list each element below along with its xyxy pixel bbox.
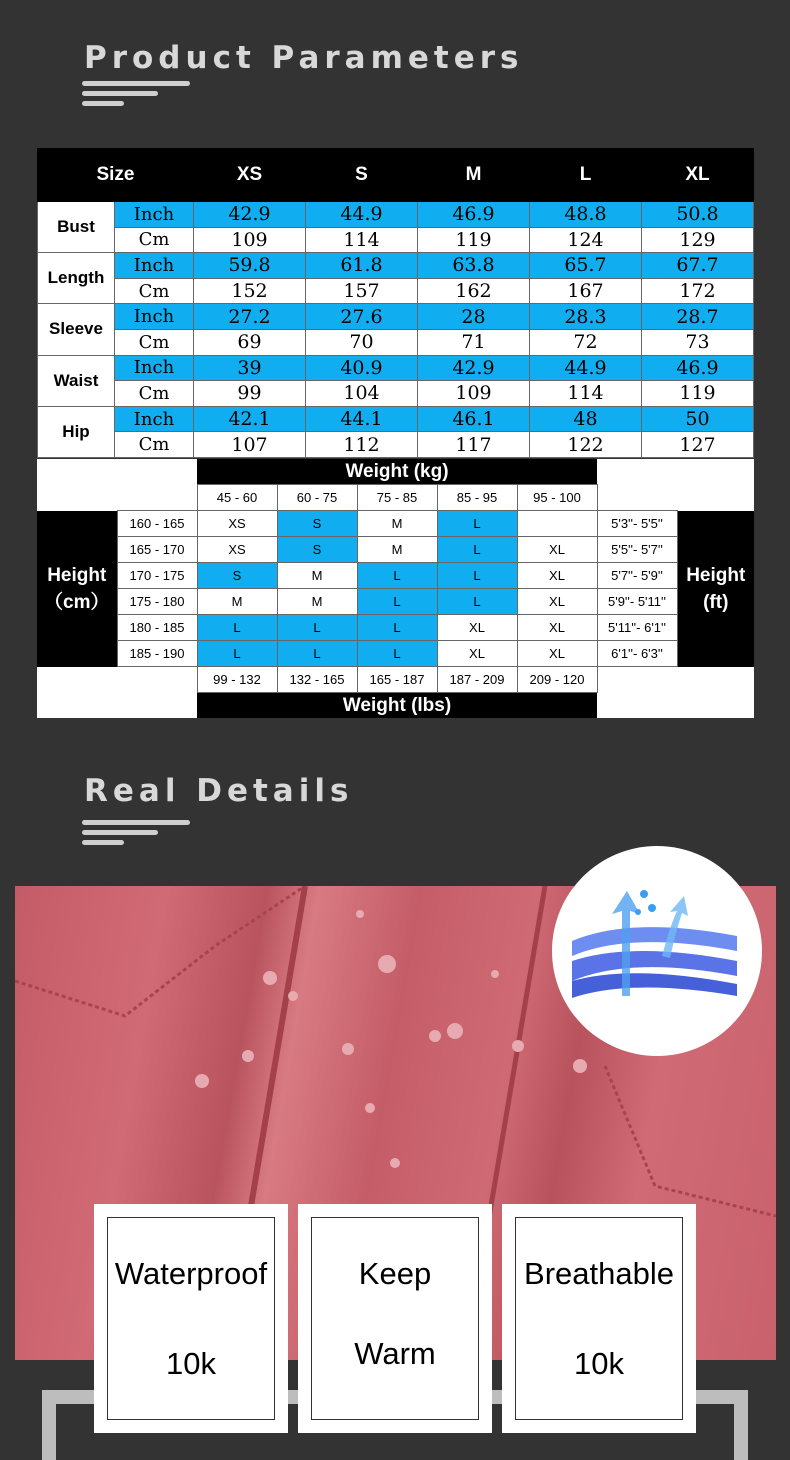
size-recommendation: XS bbox=[197, 511, 277, 537]
size-recommendation: L bbox=[357, 615, 437, 641]
frame-rail bbox=[42, 1390, 56, 1460]
height-ft-range: 5'7''- 5'9'' bbox=[597, 563, 677, 589]
waterproof-badge bbox=[552, 846, 762, 1056]
cm-value: 172 bbox=[642, 278, 754, 304]
inch-value: 46.9 bbox=[642, 355, 754, 381]
size-recommendation: XL bbox=[437, 641, 517, 667]
frame-rail bbox=[734, 1390, 748, 1460]
cm-value: 99 bbox=[194, 381, 306, 407]
kg-title-row bbox=[37, 459, 754, 485]
height-row bbox=[37, 563, 754, 589]
inch-value: 67.7 bbox=[642, 253, 754, 279]
size-header-cell: L bbox=[530, 149, 642, 202]
size-header-cell: XS bbox=[194, 149, 306, 202]
height-cm-range: 170 - 175 bbox=[117, 563, 197, 589]
size-recommendation: L bbox=[437, 563, 517, 589]
size-recommendation: M bbox=[277, 563, 357, 589]
feature-card-keep-warm bbox=[298, 1204, 492, 1433]
size-recommendation: XL bbox=[517, 563, 597, 589]
title-underline bbox=[82, 81, 190, 86]
weight-lbs-title: Weight (lbs) bbox=[197, 693, 597, 719]
feature-card-waterproof bbox=[94, 1204, 288, 1433]
unit-label: Inch bbox=[115, 304, 194, 330]
height-ft-range: 6'1''- 6'3'' bbox=[597, 641, 677, 667]
weight-kg-title: Weight (kg) bbox=[197, 459, 597, 485]
feature-line2: 10k bbox=[166, 1346, 216, 1381]
size-row-inch bbox=[38, 202, 754, 228]
height-row bbox=[37, 589, 754, 615]
kg-range: 60 - 75 bbox=[277, 485, 357, 511]
cm-value: 152 bbox=[194, 278, 306, 304]
size-recommendation: L bbox=[357, 563, 437, 589]
unit-label: Inch bbox=[115, 202, 194, 228]
lbs-range-row bbox=[37, 667, 754, 693]
lbs-range: 209 - 120 bbox=[517, 667, 597, 693]
size-recommendation: S bbox=[277, 537, 357, 563]
size-recommendation: XL bbox=[517, 615, 597, 641]
size-row-inch bbox=[38, 253, 754, 279]
cm-value: 119 bbox=[418, 227, 530, 253]
measurement-label: Bust bbox=[38, 202, 115, 253]
real-details-title: Real Details bbox=[84, 773, 354, 809]
cm-value: 127 bbox=[642, 432, 754, 458]
inch-value: 63.8 bbox=[418, 253, 530, 279]
height-cm-range: 185 - 190 bbox=[117, 641, 197, 667]
size-recommendation: M bbox=[357, 537, 437, 563]
size-recommendation: XL bbox=[517, 589, 597, 615]
height-ft-label: Height (ft) bbox=[677, 511, 754, 667]
inch-value: 39 bbox=[194, 355, 306, 381]
inch-value: 42.9 bbox=[194, 202, 306, 228]
size-recommendation: L bbox=[437, 511, 517, 537]
cm-value: 107 bbox=[194, 432, 306, 458]
inch-value: 42.9 bbox=[418, 355, 530, 381]
height-ft-range: 5'9''- 5'11'' bbox=[597, 589, 677, 615]
size-row-cm bbox=[38, 227, 754, 253]
size-row-inch bbox=[38, 355, 754, 381]
title-underline bbox=[82, 101, 124, 106]
kg-range-row bbox=[37, 485, 754, 511]
cm-value: 104 bbox=[306, 381, 418, 407]
weight-height-table bbox=[37, 459, 754, 718]
lbs-range: 132 - 165 bbox=[277, 667, 357, 693]
lbs-range: 187 - 209 bbox=[437, 667, 517, 693]
height-row bbox=[37, 537, 754, 563]
feature-card-breathable bbox=[502, 1204, 696, 1433]
size-recommendation: XL bbox=[437, 615, 517, 641]
cm-value: 122 bbox=[530, 432, 642, 458]
size-recommendation: XL bbox=[517, 537, 597, 563]
height-row bbox=[37, 511, 754, 537]
size-row-cm bbox=[38, 278, 754, 304]
height-ft-range: 5'11''- 6'1'' bbox=[597, 615, 677, 641]
cm-value: 71 bbox=[418, 329, 530, 355]
unit-label: Cm bbox=[115, 381, 194, 407]
kg-range: 95 - 100 bbox=[517, 485, 597, 511]
height-cm-range: 180 - 185 bbox=[117, 615, 197, 641]
title-underline bbox=[82, 830, 158, 835]
inch-value: 42.1 bbox=[194, 406, 306, 432]
inch-value: 46.9 bbox=[418, 202, 530, 228]
size-row-cm bbox=[38, 381, 754, 407]
unit-label: Inch bbox=[115, 406, 194, 432]
inch-value: 27.6 bbox=[306, 304, 418, 330]
feature-line2: Warm bbox=[354, 1336, 436, 1371]
measurement-label: Hip bbox=[38, 406, 115, 457]
product-parameters-title: Product Parameters bbox=[84, 40, 524, 76]
cm-value: 117 bbox=[418, 432, 530, 458]
size-recommendation: M bbox=[197, 589, 277, 615]
inch-value: 50.8 bbox=[642, 202, 754, 228]
size-recommendation: S bbox=[197, 563, 277, 589]
size-recommendation: L bbox=[277, 641, 357, 667]
height-ft-range: 5'5''- 5'7'' bbox=[597, 537, 677, 563]
lbs-range: 165 - 187 bbox=[357, 667, 437, 693]
feature-line1: Waterproof bbox=[114, 1256, 268, 1291]
cm-value: 70 bbox=[306, 329, 418, 355]
unit-label: Cm bbox=[115, 432, 194, 458]
cm-value: 124 bbox=[530, 227, 642, 253]
unit-label: Inch bbox=[115, 253, 194, 279]
inch-value: 48.8 bbox=[530, 202, 642, 228]
unit-label: Cm bbox=[115, 227, 194, 253]
inch-value: 40.9 bbox=[306, 355, 418, 381]
size-recommendation: L bbox=[277, 615, 357, 641]
cm-value: 129 bbox=[642, 227, 754, 253]
title-underline bbox=[82, 91, 158, 96]
cm-value: 73 bbox=[642, 329, 754, 355]
kg-range: 75 - 85 bbox=[357, 485, 437, 511]
frame-rail bbox=[492, 1390, 502, 1404]
height-cm-range: 165 - 170 bbox=[117, 537, 197, 563]
size-header-cell: XL bbox=[642, 149, 754, 202]
size-header-row bbox=[38, 149, 754, 202]
size-row-cm bbox=[38, 329, 754, 355]
size-row-inch bbox=[38, 406, 754, 432]
feature-line2: 10k bbox=[574, 1346, 624, 1381]
cm-value: 162 bbox=[418, 278, 530, 304]
inch-value: 28.3 bbox=[530, 304, 642, 330]
size-recommendation: XS bbox=[197, 537, 277, 563]
height-cm-range: 175 - 180 bbox=[117, 589, 197, 615]
feature-line1: Keep bbox=[358, 1256, 432, 1291]
size-recommendation: L bbox=[437, 537, 517, 563]
size-recommendation: M bbox=[357, 511, 437, 537]
size-recommendation: L bbox=[357, 589, 437, 615]
size-recommendation bbox=[517, 511, 597, 537]
size-row-inch bbox=[38, 304, 754, 330]
frame-rail bbox=[288, 1390, 298, 1404]
height-ft-range: 5'3''- 5'5'' bbox=[597, 511, 677, 537]
size-recommendation: XL bbox=[517, 641, 597, 667]
title-underline bbox=[82, 820, 190, 825]
height-cm-range: 160 - 165 bbox=[117, 511, 197, 537]
cm-value: 112 bbox=[306, 432, 418, 458]
cm-value: 109 bbox=[194, 227, 306, 253]
inch-value: 27.2 bbox=[194, 304, 306, 330]
inch-value: 61.8 bbox=[306, 253, 418, 279]
inch-value: 65.7 bbox=[530, 253, 642, 279]
cm-value: 114 bbox=[530, 381, 642, 407]
inch-value: 28 bbox=[418, 304, 530, 330]
unit-label: Inch bbox=[115, 355, 194, 381]
inch-value: 44.9 bbox=[530, 355, 642, 381]
size-chart-table bbox=[37, 148, 754, 458]
size-recommendation: L bbox=[437, 589, 517, 615]
size-recommendation: S bbox=[277, 511, 357, 537]
size-header-label: Size bbox=[38, 149, 194, 202]
kg-range: 85 - 95 bbox=[437, 485, 517, 511]
size-recommendation: L bbox=[197, 641, 277, 667]
lbs-title-row bbox=[37, 693, 754, 719]
inch-value: 44.9 bbox=[306, 202, 418, 228]
height-row bbox=[37, 615, 754, 641]
lbs-range: 99 - 132 bbox=[197, 667, 277, 693]
measurement-label: Length bbox=[38, 253, 115, 304]
cm-value: 109 bbox=[418, 381, 530, 407]
inch-value: 44.1 bbox=[306, 406, 418, 432]
inch-value: 28.7 bbox=[642, 304, 754, 330]
measurement-label: Waist bbox=[38, 355, 115, 406]
cm-value: 69 bbox=[194, 329, 306, 355]
unit-label: Cm bbox=[115, 329, 194, 355]
size-recommendation: L bbox=[357, 641, 437, 667]
height-cm-label: Height（cm） bbox=[37, 511, 117, 667]
height-row bbox=[37, 641, 754, 667]
size-recommendation: L bbox=[197, 615, 277, 641]
size-header-cell: M bbox=[418, 149, 530, 202]
inch-value: 46.1 bbox=[418, 406, 530, 432]
cm-value: 72 bbox=[530, 329, 642, 355]
unit-label: Cm bbox=[115, 278, 194, 304]
size-row-cm bbox=[38, 432, 754, 458]
measurement-label: Sleeve bbox=[38, 304, 115, 355]
inch-value: 59.8 bbox=[194, 253, 306, 279]
cm-value: 167 bbox=[530, 278, 642, 304]
feature-line1: Breathable bbox=[524, 1256, 674, 1291]
breathable-layers-icon bbox=[552, 846, 762, 1056]
title-underline bbox=[82, 840, 124, 845]
cm-value: 114 bbox=[306, 227, 418, 253]
cm-value: 157 bbox=[306, 278, 418, 304]
size-recommendation: M bbox=[277, 589, 357, 615]
inch-value: 50 bbox=[642, 406, 754, 432]
kg-range: 45 - 60 bbox=[197, 485, 277, 511]
size-header-cell: S bbox=[306, 149, 418, 202]
inch-value: 48 bbox=[530, 406, 642, 432]
cm-value: 119 bbox=[642, 381, 754, 407]
